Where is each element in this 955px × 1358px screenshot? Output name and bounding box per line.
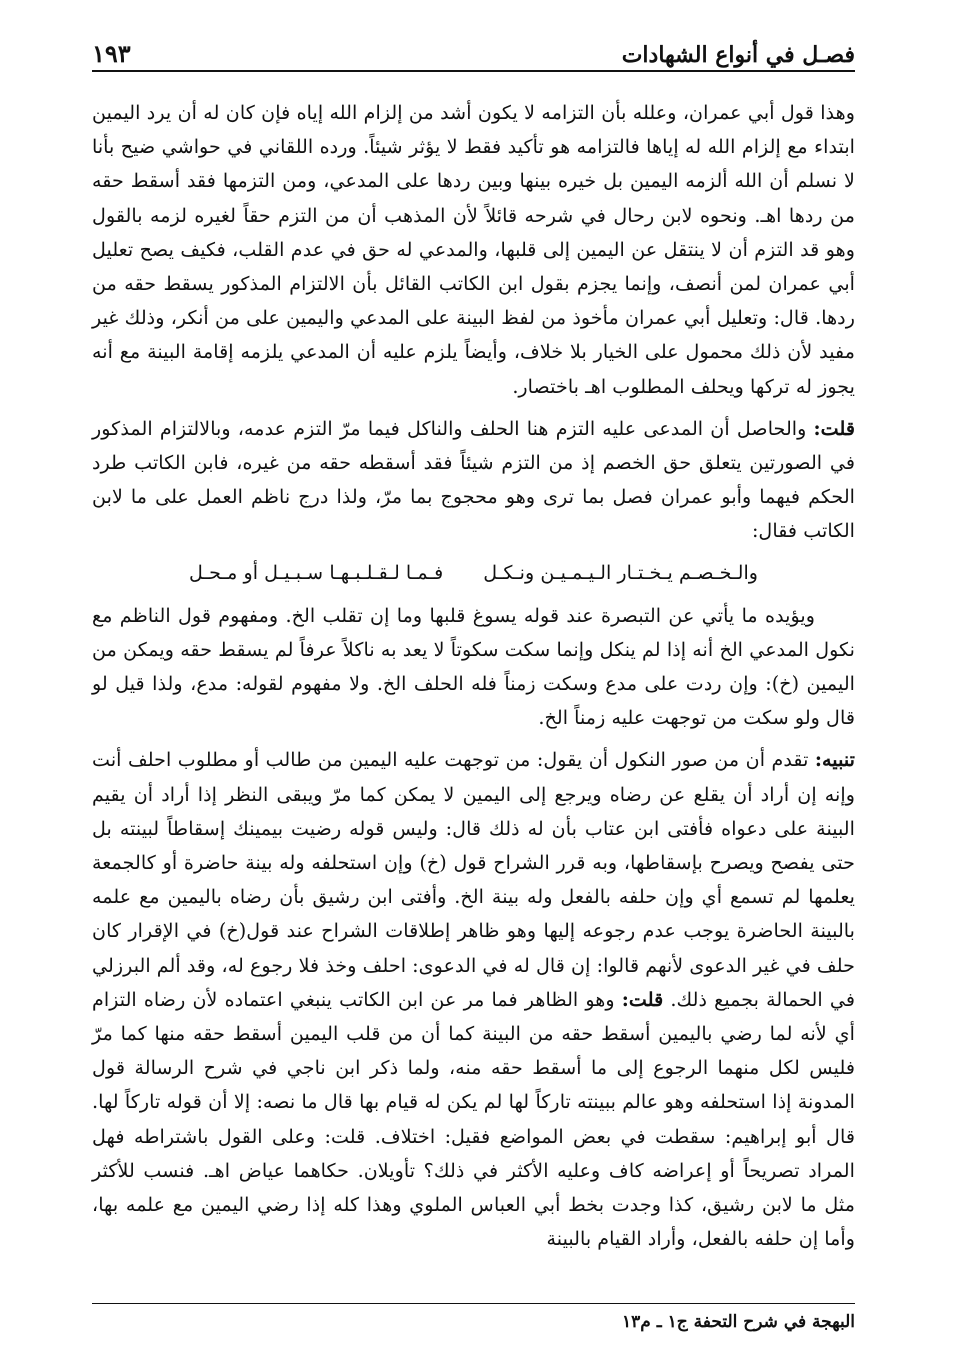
header-title: فصـل في أنواع الشهادات (621, 42, 855, 68)
paragraph-4-inline-lead: قلت: (621, 987, 664, 1011)
verse-line (92, 557, 855, 589)
paragraph-4-text: تقدم أن من صور النكول أن يقول: من توجهت عليه اليمين من طالب أو مطلوب احلف أنت وإنه إن أراد أن يقلع عن رضاه ويرجع إلى اليمين لا يمكن كما مرّ ويبقى النظر إذا أراد أن يقيم البينة على دعواه فأفتى ابن عتاب بأن له ذلك قال: وليس قوله رضيت بيمينك إسقاطاً لبينته بل حتى يفصح ويصرح بإسقاطها، وبه قرر الشراح قول (خ) وإن استحلفه وله بينة حاضرة أو كالجمعة يعلمها لم تسمع أي وإن حلفه بالفعل وله بينة الخ. وأفتى ابن رشيق بأن رضاه باليمين مع علمه بالبينة الحاضرة يوجب عدم رجوعه إليها وهو ظاهر إطلاقات الشراح عند قول(خ) في الإقرار كان حلف في غير الدعوى لأنهم قالوا: إن قال له في الدعوى: احلف وخذ فلا رجوع له، وقد ألم البرزلي في الحمالة بجميع ذلك. (92, 748, 855, 1011)
paragraph-1-text: وهذا قول أبي عمران، وعلله بأن التزامه لا يكون أشد من إلزام الله إياه فإن كان له أن يرد اليمين ابتداء مع إلزام الله له إياها فالتزامه هو تأكيد فقط لا يؤثر شيئاً. ورده اللقاني في حواشي ضيح بأنا لا نسلم أن الله ألزمه اليمين بل خيره بينها وبين ردها على المدعي، ومن التزمها فقد أسقط حقه من ردها اهـ. ونحوه لابن رحال في شرحه قائلاً لأن المذهب أن من التزم حقاً لغيره لزمه بالقول وهو قد التزم أن لا ينتقل عن اليمين إلى قلبها، والمدعي له حق في عدم القلب، فكيف يصح تعليل أبي عمران لمن أنصف، وإنما يجزم بقول ابن الكاتب القائل بأن الالتزام المذكور يسقط حقه من ردها. قال: وتعليل أبي عمران مأخوذ من لفظ البينة على المدعي واليمين على من أنكر، وذلك غير مفيد لأن ذلك محمول على الخيار بلا خلاف، وأيضاً يلزم عليه أن المدعي يلزمه إقامة البينة مع أنه يجوز له تركها ويحلف المطلوب اهـ باختصار. (92, 101, 855, 398)
paragraph-4 (92, 743, 855, 1256)
running-header (92, 26, 855, 72)
footer-text: البهجة في شرح التحفة ج١ ـ م١٣ (622, 1312, 855, 1332)
page-body (92, 96, 855, 1265)
paragraph-2 (92, 412, 855, 549)
verse-first-hemistich: والـخـصـم يـخـتـار الـيـمـيـن ونـكـل (483, 560, 759, 584)
paragraph-4-lead: تنبيه: (814, 748, 855, 772)
paragraph-3-text: ويؤيده ما يأتي عن التبصرة عند قوله يسوغ قلبها وما إن تقلب الخ. ومفهوم قول الناظم مع نكول المدعي الخ أنه إذا لم ينكل وإنما سكت سكوتاً لا يعد به ناكلاً عرفاً لم يسقط حقه ويمكن من اليمين (خ): وإن ردت على مدع وسكت زمناً فله الحلف الخ. ولا مفهوم لقوله: مدع، ولذا قيل لو قال ولو سكت من توجهت عليه زمناً الخ. (92, 603, 855, 730)
paragraph-2-text: والحاصل أن المدعى عليه التزم هنا الحلف والناكل فيما مرّ التزم عدمه، وبالالتزام المذكور في الصورتين يتعلق حق الخصم إذ من التزم شيئاً فقد أسقطه حقه من غيره، فابن الكاتب طرد الحكم فيهما وأبو عمران فصل بما ترى وهو محجوج بما مرّ، ولذا درج ناظم العمل على ما لابن الكاتب فقال: (92, 416, 855, 543)
paragraph-2-lead: قلت: (813, 416, 855, 440)
paragraph-4-tail-text: وهو الظاهر فما مر عن ابن الكاتب ينبغي اعتماده لأن رضاه التزام أي لأنه لما رضي باليمين أسقط حقه من البينة كما أن من قلب اليمين أسقط حقه منها كما مرّ فليس لكل منهما الرجوع إلى ما أسقط حقه منه، ولما ذكر ابن ناجي في شرح الرسالة قول المدونة إذا استحلفه وهو عالم ببينته تاركاً لها لم يكن له قيام بها قال ما نصه: إلا أن قوله تاركاً لها. قال أبو إبراهيم: سقطت في بعض المواضع فقيل: اختلاف. قلت: وعلى القول باشتراطه فهل المراد تصريحاً أو إعراضه كاف وعليه الأكثر في ذلك؟ تأويلان. حكاهما عياض اهـ. فنسب للأكثر مثل ما لابن رشيق، كذا وجدت بخط أبي العباس الملوي وهذا كله إذا رضي اليمين مع علمه بها، وأما إن حلفه بالفعل، وأراد القيام بالبينة (92, 987, 855, 1251)
page-footer (92, 1303, 855, 1332)
verse-second-hemistich: فـمـا لـقـلـبـهـا سـبـيـل أو مـحـل (188, 560, 444, 584)
paragraph-1 (92, 96, 855, 404)
paragraph-3 (92, 599, 855, 736)
page-number: ١٩٣ (92, 39, 131, 68)
